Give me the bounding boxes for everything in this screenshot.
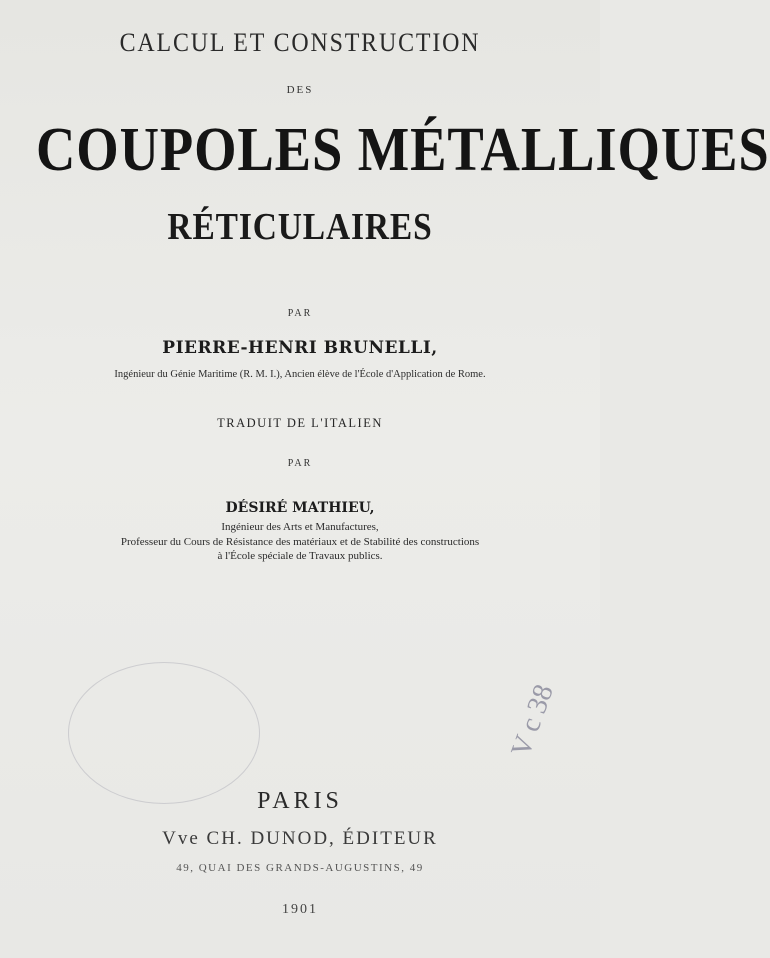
translator-credential-1: Ingénieur des Arts et Manufactures, <box>221 521 379 533</box>
translated-from: TRADUIT DE L'ITALIEN <box>217 416 383 430</box>
top-title-line: CALCUL ET CONSTRUCTION <box>119 28 481 57</box>
main-title: COUPOLES MÉTALLIQUES <box>36 116 770 184</box>
publisher-address: 49, QUAI DES GRANDS-AUGUSTINS, 49 <box>176 862 424 874</box>
pencil-shelfmark-text: V c 38 <box>505 680 560 761</box>
city: PARIS <box>257 788 343 814</box>
publisher: Vve CH. DUNOD, ÉDITEUR <box>162 828 438 849</box>
faint-stamp <box>68 662 260 804</box>
subtitle: RÉTICULAIRES <box>167 206 433 248</box>
translator-credential-2: Professeur du Cours de Résistance des matériaux et de Stabilité des constructions <box>120 536 480 548</box>
par-line-2: PAR <box>287 458 313 469</box>
author-credentials: Ingénieur du Génie Maritime (R. M. I.), Ancien élève de l'École d'Application de Rome. <box>114 369 486 380</box>
translator-credential-3: à l'École spéciale de Travaux publics. <box>217 550 383 562</box>
par-line-1: PAR <box>287 308 313 319</box>
author-name: PIERRE-HENRI BRUNELLI, <box>162 338 438 358</box>
des-line: DES <box>286 84 314 96</box>
translator-name: DÉSIRÉ MATHIEU, <box>225 500 375 516</box>
publication-year: 1901 <box>282 902 318 917</box>
pencil-shelfmark <box>470 640 580 770</box>
